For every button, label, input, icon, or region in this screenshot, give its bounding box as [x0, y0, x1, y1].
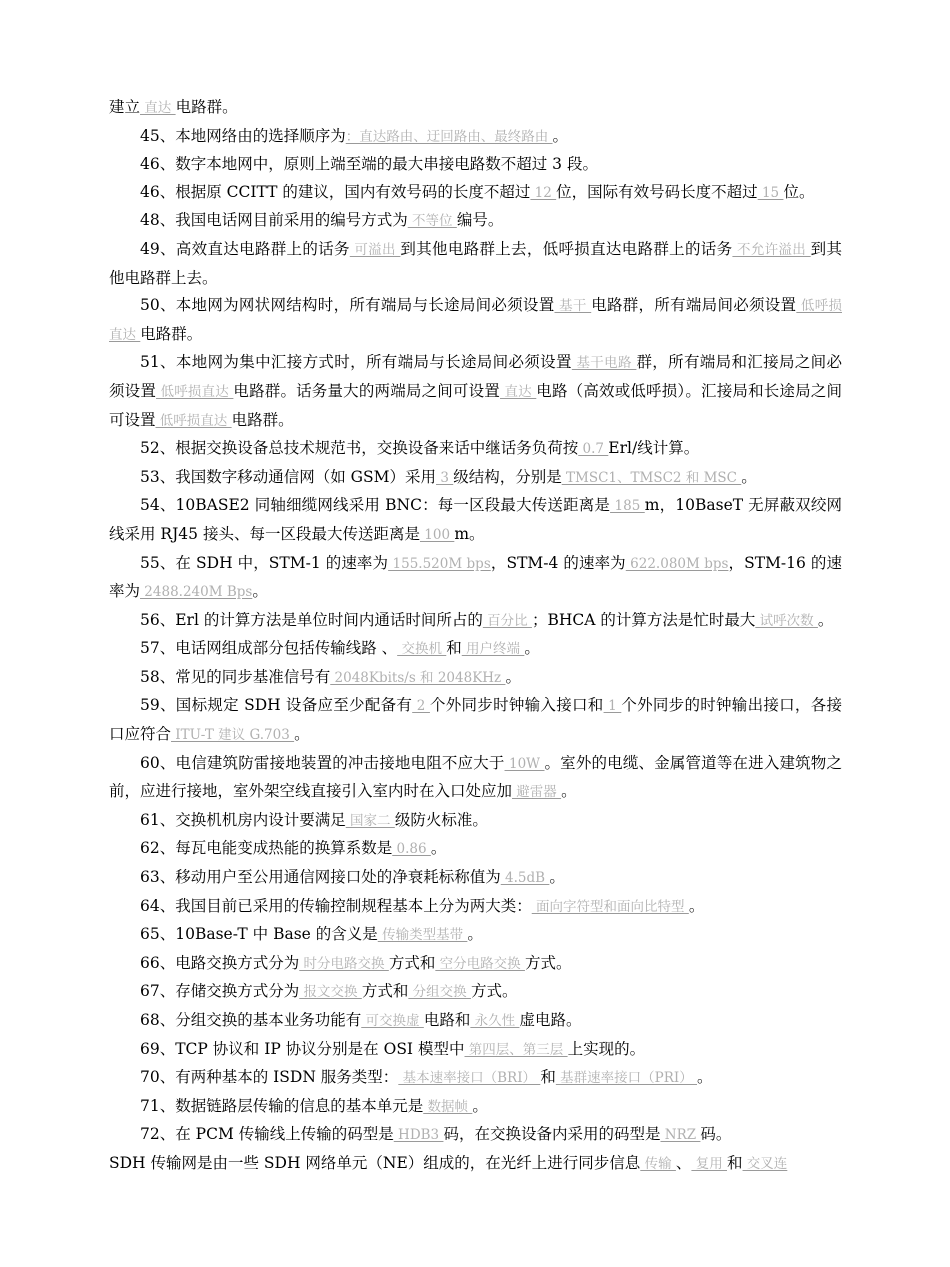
- answer-blank: 永久性: [470, 1013, 520, 1029]
- answer-blank: 低呼损直达: [109, 298, 842, 343]
- text-run: 67、存储交换方式分为: [140, 982, 300, 1001]
- text-run: 59、国标规定 SDH 设备应至少配备有: [140, 696, 413, 715]
- answer-blank: 0.86: [392, 841, 431, 858]
- answer-blank: TMSC1、TMSC2 和 MSC: [561, 469, 742, 486]
- answer-blank: 百分比: [482, 612, 532, 629]
- paragraph: [109, 179, 842, 208]
- text-run: 。: [472, 1096, 488, 1115]
- text-run: 46、数字本地网中，原则上端至端的最大串接电路数不超过 3 段。: [140, 155, 598, 174]
- answer-blank: 2488.240M Bps: [140, 584, 253, 601]
- text-run: 级结构，分别是: [453, 467, 562, 486]
- text-run: 66、电路交换方式分为: [140, 953, 300, 972]
- text-run: 60、电信建筑防雷接地装置的冲击接地电阻不应大于: [140, 753, 505, 772]
- text-run: 。: [561, 782, 577, 801]
- paragraph: [109, 94, 842, 123]
- answer-blank: 基干电路: [571, 355, 637, 372]
- answer-blank: 不等位: [407, 213, 457, 230]
- text-run: 编号。: [456, 211, 504, 230]
- text-run: 46、根据原 CCITT 的建议，国内有效号码的长度不超过: [140, 182, 531, 201]
- answer-blank: 2048Kbits/s 和 2048KHz: [330, 669, 506, 686]
- text-run: 电路和: [423, 1011, 471, 1029]
- paragraph: [109, 207, 842, 236]
- text-run: 上实现的。: [567, 1039, 646, 1058]
- paragraph: [109, 550, 842, 607]
- text-run: 码，在交换设备内采用的码型是: [443, 1125, 661, 1144]
- text-run: 。: [697, 1068, 713, 1087]
- text-run: ；BHCA 的计算方法是忙时最大: [531, 610, 756, 629]
- text-run: 个外同步的时钟输出接口，各接口应符合: [109, 696, 842, 744]
- text-run: 62、每瓦电能变成热能的换算系数是: [140, 839, 393, 858]
- text-run: m，10BaseT 无屏蔽双绞网线采用 RJ45 接头、每一区段最大传送距离是: [109, 496, 842, 543]
- text-run: 到其他电路群上去，低呼损直达电路群上的话务: [400, 239, 733, 258]
- text-run: 57、电话网组成部分包括传输线路 、: [140, 639, 398, 658]
- text-run: 电路群。: [231, 410, 294, 429]
- text-run: 、: [675, 1153, 692, 1172]
- answer-blank: HDB3: [393, 1127, 444, 1144]
- text-run: 方式。: [470, 982, 518, 1001]
- text-run: 65、10Base-T 中 Base 的含义是: [140, 925, 378, 944]
- text-run: 。: [817, 610, 834, 629]
- text-run: 56、Erl 的计算方法是单位时间内通话时间所占的: [140, 610, 483, 629]
- answer-blank: 国家二: [345, 812, 395, 829]
- answer-blank: 可交换虚: [361, 1013, 424, 1029]
- answer-blank: 传输: [640, 1155, 676, 1172]
- document-page: [109, 94, 842, 1179]
- paragraph: [109, 435, 842, 464]
- text-run: 电路群。: [175, 98, 238, 116]
- paragraph: [109, 692, 842, 749]
- text-run: 。: [549, 868, 565, 887]
- text-run: 51、本地网为集中汇接方式时，所有端局与长途局间必须设置: [140, 353, 572, 372]
- answer-blank: ：直达路由、迂回路由、最终路由: [345, 128, 553, 145]
- text-run: 。: [467, 925, 483, 944]
- text-run: 48、我国电话网目前采用的编号方式为: [140, 211, 408, 230]
- text-run: 69、TCP 协议和 IP 协议分别是在 OSI 模型中: [140, 1039, 465, 1058]
- answer-blank: 155.520M bps: [388, 555, 491, 572]
- text-run: 。: [252, 582, 268, 601]
- answer-blank: 避雷器: [512, 784, 562, 801]
- text-run: 方式和: [388, 953, 436, 972]
- answer-blank: 直达: [499, 383, 537, 400]
- text-run: 50、本地网为网状网结构时，所有端局与长途局间必须设置: [140, 296, 555, 315]
- answer-blank: 100: [419, 526, 455, 543]
- text-run: 49、高效直达电路群上的话务: [140, 239, 350, 258]
- text-run: 71、数据链路层传输的信息的基本单元是: [140, 1096, 424, 1115]
- text-run: 位。: [783, 182, 815, 201]
- text-run: 54、10BASE2 同轴细缆网线采用 BNC：每一区段最大传送距离是: [140, 496, 611, 515]
- text-run: 电路群，所有端局间必须设置: [591, 296, 797, 315]
- paragraph: [109, 123, 842, 152]
- answer-blank: 低呼损直达: [155, 412, 232, 429]
- paragraph: [109, 664, 842, 693]
- text-run: 55、在 SDH 中，STM-1 的速率为: [140, 553, 389, 572]
- text-run: 位，国际有效号码长度不超过: [556, 182, 758, 201]
- answer-blank: 空分电路交换: [435, 955, 525, 972]
- answer-blank: 基干: [554, 298, 592, 315]
- paragraph: [109, 635, 842, 664]
- text-run: 和: [727, 1153, 743, 1172]
- text-run: 方式。: [524, 953, 572, 972]
- text-run: 70、有两种基本的 ISDN 服务类型：: [140, 1068, 399, 1087]
- answer-blank: 185: [610, 498, 645, 515]
- text-run: 。: [741, 467, 757, 486]
- answer-blank: 数据帧: [423, 1098, 473, 1115]
- paragraph: [109, 950, 842, 979]
- text-run: ，STM-4 的速率为: [490, 553, 626, 572]
- text-run: 到其他电路群上去。: [109, 239, 842, 287]
- text-run: 。: [430, 839, 447, 858]
- answer-blank: 第四层、第三层: [464, 1041, 568, 1058]
- paragraph: [109, 1150, 842, 1179]
- paragraph: [109, 1064, 842, 1093]
- answer-blank: 直达: [140, 100, 176, 116]
- paragraph: [109, 835, 842, 864]
- answer-blank: ITU-T 建议 G.703: [171, 727, 295, 744]
- text-run: 级防火标准。: [394, 810, 488, 829]
- paragraph: [109, 236, 842, 292]
- answer-blank: 10W: [504, 755, 545, 772]
- text-run: 和: [540, 1068, 556, 1087]
- paragraph: [109, 1007, 842, 1036]
- answer-blank: 报文交换: [299, 984, 362, 1001]
- paragraph: [109, 921, 842, 950]
- text-run: 63、移动用户至公用通信网接口处的净衰耗标称值为: [140, 868, 501, 887]
- text-run: 个外同步时钟输入接口和: [429, 696, 604, 715]
- answer-blank: NRZ: [660, 1127, 701, 1144]
- answer-blank: 15: [757, 184, 784, 201]
- text-run: 电路群。: [140, 324, 203, 343]
- text-run: 。: [294, 725, 310, 744]
- paragraph: [109, 978, 842, 1007]
- paragraph: [109, 151, 842, 179]
- text-run: 建立: [109, 98, 141, 116]
- text-run: 。: [524, 639, 540, 658]
- text-run: 码。: [700, 1125, 732, 1144]
- paragraph: [109, 349, 842, 435]
- answer-blank: 低呼损直达: [156, 383, 234, 400]
- text-run: 虚电路。: [519, 1011, 582, 1029]
- paragraph: [109, 864, 842, 893]
- text-run: ，STM-16 的速率为: [109, 553, 843, 601]
- answer-blank: 可溢出: [349, 241, 401, 258]
- text-run: 群，所有端局和汇接局之间必须设置: [109, 353, 842, 400]
- text-run: SDH 传输网是由一些 SDH 网络单元（NE）组成的，在光纤上进行同步信息: [109, 1153, 641, 1172]
- paragraph: [109, 893, 842, 922]
- text-run: 。: [552, 126, 569, 145]
- answer-blank: 时分电路交换: [299, 955, 389, 972]
- text-run: Erl/线计算。: [608, 439, 700, 458]
- text-run: 方式和: [361, 982, 409, 1001]
- text-run: m。: [454, 524, 485, 543]
- text-run: 。室外的电缆、金属管道等在进入建筑物之前，应进行接地，室外架空线直接引入室内时在入口处应加: [109, 753, 842, 801]
- answer-blank: 面向字符型和面向比特型: [531, 898, 689, 915]
- answer-blank: 试呼次数: [755, 612, 818, 629]
- text-run: 。: [505, 667, 521, 686]
- answer-blank: 基群速率接口（PRI）: [555, 1070, 698, 1087]
- paragraph: [109, 464, 842, 493]
- answer-blank: 传输类型基带: [377, 927, 468, 944]
- text-run: 64、我国目前已采用的传输控制规程基本上分为两大类：: [140, 896, 532, 915]
- paragraph: [109, 807, 842, 836]
- answer-blank: 分组交换: [408, 984, 471, 1001]
- text-run: 61、交换机机房内设计要满足: [140, 810, 346, 829]
- text-run: 68、分组交换的基本业务功能有: [140, 1011, 362, 1029]
- answer-blank: 4.5dB: [500, 870, 550, 887]
- answer-blank: 复用: [691, 1155, 727, 1172]
- text-run: 58、常见的同步基准信号有: [140, 667, 331, 686]
- text-run: 电路（高效或低呼损）。汇接局和长途局之间可设置: [109, 381, 842, 429]
- paragraph: [109, 607, 842, 636]
- paragraph: [109, 1036, 842, 1065]
- answer-blank: 基本速率接口（BRI）: [398, 1070, 541, 1087]
- paragraph: [109, 1121, 842, 1150]
- paragraph: [109, 492, 842, 549]
- text-run: 电路群。话务量大的两端局之间可设置: [233, 381, 500, 400]
- answer-blank: 2: [412, 698, 430, 715]
- answer-blank: 交换机: [397, 641, 447, 658]
- answer-blank: 不允许溢出: [732, 241, 811, 258]
- text-run: 。: [688, 896, 705, 915]
- paragraph: [109, 750, 842, 807]
- text-run: 72、在 PCM 传输线上传输的码型是: [140, 1125, 394, 1144]
- text-run: 52、根据交换设备总技术规范书，交换设备来话中继话务负荷按: [140, 439, 579, 458]
- answer-blank: 622.080M bps: [625, 555, 729, 572]
- text-run: 45、本地网络由的选择顺序为: [140, 126, 346, 145]
- answer-blank: 交叉连: [742, 1155, 788, 1172]
- paragraph: [109, 1093, 842, 1122]
- answer-blank: 0.7: [578, 441, 609, 458]
- answer-blank: 12: [530, 184, 557, 201]
- answer-blank: 1: [603, 698, 622, 715]
- answer-blank: 3: [436, 469, 454, 486]
- text-run: 53、我国数字移动通信网（如 GSM）采用: [140, 467, 437, 486]
- answer-blank: 用户终端: [461, 641, 525, 658]
- paragraph: [109, 292, 842, 349]
- text-run: 和: [446, 639, 462, 658]
